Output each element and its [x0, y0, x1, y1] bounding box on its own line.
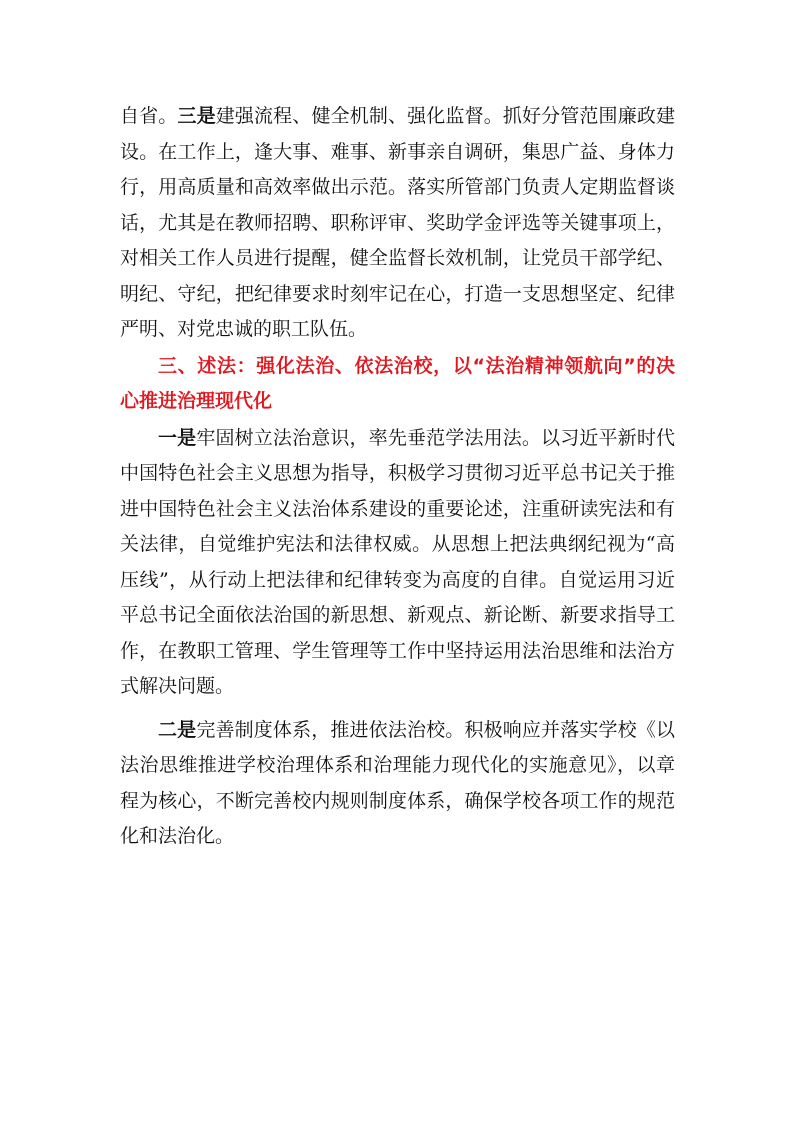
paragraph-spacer	[120, 705, 675, 713]
paragraph-discipline-mechanism	[120, 99, 675, 348]
paragraph-lead-second: 二是	[158, 718, 197, 741]
section-heading-rule-of-law: 三、述法：强化法治、依法治校，以“法治精神领航向”的决心推进治理现代化	[120, 354, 675, 412]
paragraph-legal-awareness	[120, 421, 675, 705]
document-body	[120, 99, 675, 855]
paragraph-body-text: 完善制度体系，推进依法治校。积极响应并落实学校《以法治思维推进学校治理体系和治理能力现代化的实施意见》，以章程为核心，不断完善校内规则制度体系，确保学校各项工作的规范化和法治化。	[120, 718, 675, 847]
paragraph-lead-third: 三是	[177, 105, 216, 127]
paragraph-continuation-text: 自省。	[120, 105, 178, 127]
paragraph-body-text: 牢固树立法治意识，率先垂范学法用法。以习近平新时代中国特色社会主义思想为指导，积极学习贯彻习近平总书记关于推进中国特色社会主义法治体系建设的重要论述，注重研读宪法和有关法律，自觉维护宪法和法律权威。从思想上把法典纲纪视为“高压线”，从行动上把法律和纪律转变为高度的自律。自觉运用习近平总书记全面依法治国的新思想、新观点、新论断、新要求指导工作，在教职工管理、学生管理等工作中坚持运用法治思维和法治方式解决问题。	[120, 426, 675, 697]
paragraph-institutional-system	[120, 713, 675, 855]
paragraph-lead-first: 一是	[158, 426, 197, 449]
paragraph-body-text: 建强流程、健全机制、强化监督。抓好分管范围廉政建设。在工作上，逢大事、难事、新事亲自调研，集思广益、身体力行，用高质量和高效率做出示范。落实所管部门负责人定期监督谈话，尤其是在教师招聘、职称评审、奖助学金评选等关键事项上，对相关工作人员进行提醒，健全监督长效机制，让党员干部学纪、明纪、守纪，把纪律要求时刻牢记在心，打造一支思想坚定、纪律严明、对党忠诚的职工队伍。	[120, 105, 675, 340]
